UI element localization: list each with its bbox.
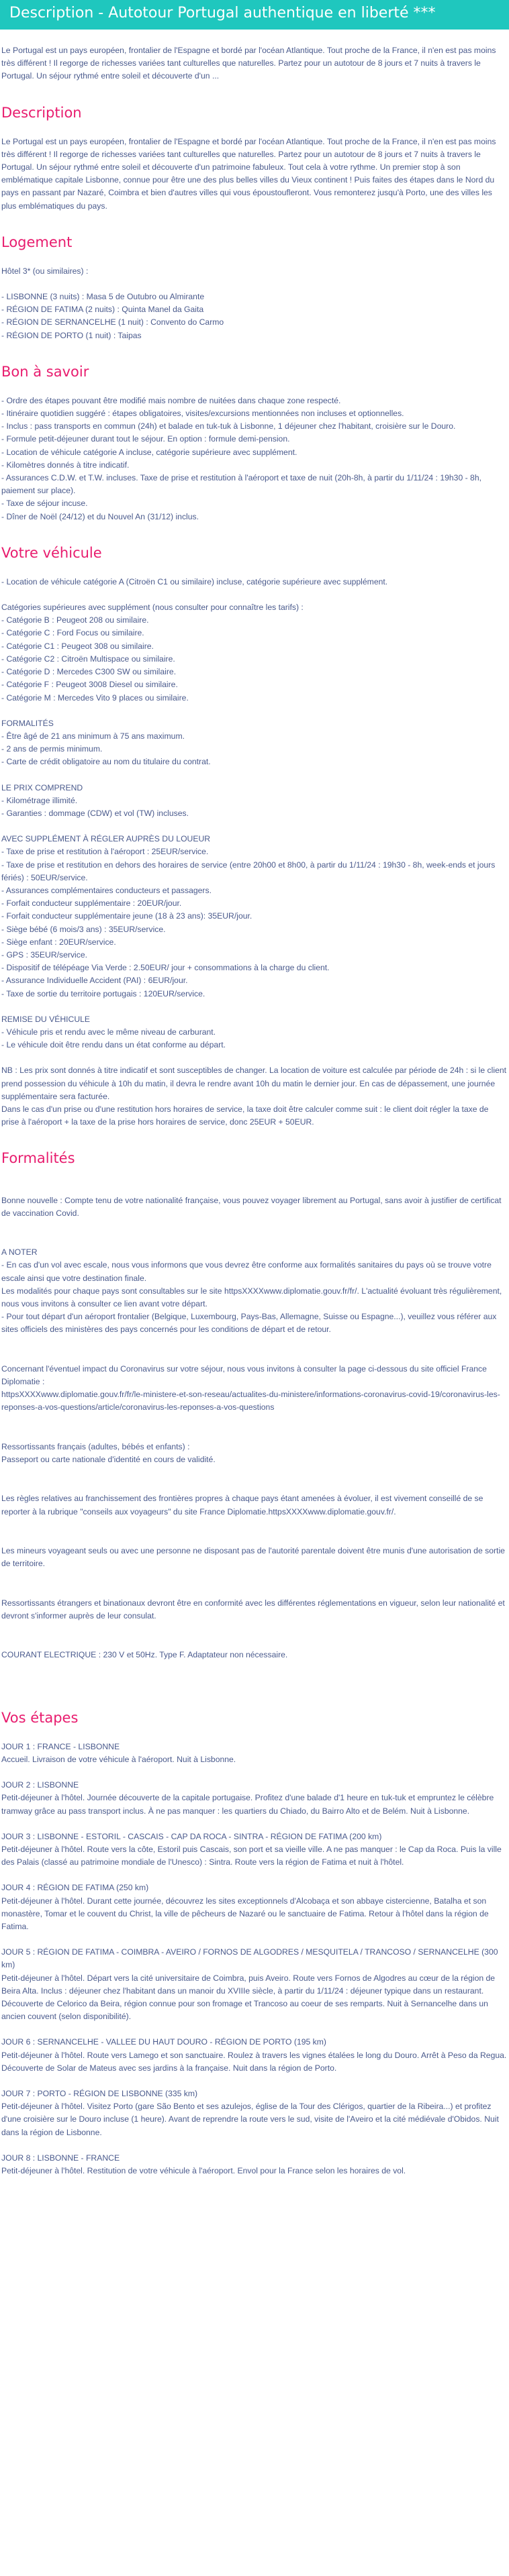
vehicule-formalite: - Carte de crédit obligatoire au nom du titulaire du contrat. — [1, 757, 211, 767]
etape-day-title: JOUR 7 : PORTO - RÉGION DE LISBONNE (335 km) — [1, 2088, 198, 2098]
vehicule-category: - Catégorie C : Ford Focus ou similaire. — [1, 628, 144, 638]
bon-a-savoir-item: - Inclus : pass transports en commun (24h) et balade en tuk-tuk à Lisbonne, 1 déjeuner chez l'habitant, croisière sur le Douro. — [1, 421, 456, 431]
vehicule-supp-item: - Assurance Individuelle Accident (PAI) : 6EUR/jour. — [1, 976, 188, 986]
section-heading-bon-a-savoir: Bon à savoir — [1, 363, 89, 380]
etape-day — [1, 1779, 508, 1818]
etape-day-text: Petit-déjeuner à l'hôtel. Durant cette journée, découvrez les sites exceptionnels d'Alcobaça et son abbaye cistercienne, Batalha et son monastère, Tomar et le couvent du Christ, la ville de pêcheurs de Nazaré ou le sanctuaire de Fatima. Retour à l'hôtel dans la région de Fatima. — [1, 1896, 489, 1931]
etape-day-title: JOUR 2 : LISBONNE — [1, 1780, 79, 1790]
vehicule-supp-item: - Siège bébé (6 mois/3 ans) : 35EUR/service. — [1, 924, 166, 934]
etape-day-title: JOUR 8 : LISBONNE - FRANCE — [1, 2153, 120, 2163]
etape-day-title: JOUR 1 : FRANCE - LISBONNE — [1, 1741, 120, 1751]
etape-day — [1, 2036, 508, 2075]
bon-a-savoir-item: - Assurances C.D.W. et T.W. incluses. Taxe de prise et restitution à l'aéroport et taxe de nuit (20h-8h, à partir du 1/11/24 : 19h30 - 8h, paiement sur place). — [1, 473, 481, 496]
intro-text: Le Portugal est un pays européen, frontalier de l'Espagne et bordé par l'océan Atlantique. Tout proche de la France, il n'en est pas moins très différent ! Il regorge de richesses variées tant culturelles que naturelles. Partez pour un autotour de 8 jours et 7 nuits à travers le Portugal. Un séjour rythmé entre soleil et découverte d'un ... — [1, 46, 496, 81]
description-text: Le Portugal est un pays européen, frontalier de l'Espagne et bordé par l'océan Atlantique. Tout proche de la France, il n'en est pas moins très différent ! Il regorge de richesses variées tant culturelles que naturelles. Partez pour un autotour de 8 jours et 7 nuits à travers le Portugal. Un séjour rythmé entre soleil et découverte d'un patrimoine fabuleux. Tout cela à votre rythme. Un premier stop à son emblématique capitale Lisbonne, connue pour être une des plus belles villes du Vieux continent ! Puis faites des étapes dans le Nord du pays en passant par Nazaré, Coimbra et bien d'autres villes qui vous époustoufleront. Vous remonterez jusqu'à Porto, une des villes les plus emblématiques du pays. — [1, 136, 496, 211]
vehicule-formalites-title: FORMALITÉS — [1, 718, 54, 728]
etape-day-title: JOUR 5 : RÉGION DE FATIMA - COIMBRA - AVEIRO / FORNOS DE ALGODRES / MESQUITELA / TRANCOSO / SERNANCELHE (300 km) — [1, 1947, 498, 1970]
etape-day — [1, 2088, 508, 2139]
vehicule-supp-item: - GPS : 35EUR/service. — [1, 949, 88, 960]
vehicule-prix-item: - Garanties : dommage (CDW) et vol (TW) incluses. — [1, 808, 189, 818]
bon-a-savoir-item: - Ordre des étapes pouvant être modifié mais nombre de nuitées dans chaque zone respecté. — [1, 395, 341, 405]
vehicule-prix-title: LE PRIX COMPREND — [1, 782, 83, 792]
etape-day-title: JOUR 3 : LISBONNE - ESTORIL - CASCAIS - CAP DA ROCA - SINTRA - RÉGION DE FATIMA (200 km) — [1, 1831, 382, 1841]
vehicule-supp-item: - Dispositif de télépéage Via Verde : 2.50EUR/ jour + consommations à la charge du client. — [1, 963, 330, 973]
etape-day-title: JOUR 6 : SERNANCELHE - VALLEE DU HAUT DOURO - RÉGION DE PORTO (195 km) — [1, 2037, 326, 2047]
vehicule-categories-intro: Catégories supérieures avec supplément (nous consulter pour connaître les tarifs) : — [1, 603, 304, 613]
vehicule-supp-title: AVEC SUPPLÉMENT À RÉGLER AUPRÈS DU LOUEUR — [1, 834, 211, 844]
section-heading-etapes: Vos étapes — [1, 1709, 79, 1726]
etape-day-text: Petit-déjeuner à l'hôtel. Visitez Porto (gare São Bento et ses azulejos, église de la Tour des Clérigos, quartier de la Ribeira...) et profitez d'une croisière sur le Douro incluse (1 heure). Avant de reprendre la route vers le sud, visite de l'Aveiro et la cité médiévale d'Obidos. Nuit dans la région de Lisbonne. — [1, 2102, 499, 2137]
etapes-list — [1, 1741, 508, 2177]
vehicule-location: - Location de véhicule catégorie A (Citroën C1 ou similaire) incluse, catégorie supérieure avec supplément. — [1, 576, 388, 586]
page-title: Description - Autotour Portugal authentique en liberté *** — [0, 0, 509, 30]
vehicule-nb: Dans le cas d'un prise ou d'une restitution hors horaires de service, la taxe doit être calculer comme suit : le client doit régler la taxe de prise à l'aéroport + la taxe de la prise hors horaires de service, donc 25EUR + 50EUR. — [1, 1104, 489, 1127]
vehicule-nb: NB : Les prix sont donnés à titre indicatif et sont susceptibles de changer. La location de voiture est calculée par période de 24h : si le client prend possession du véhicule à 10h du matin, il devra le rendre avant 10h du matin le dernier jour. En cas de dépassement, une journée supplémentaire sera facturée. — [1, 1066, 507, 1101]
formalites-paragraph: COURANT ELECTRIQUE : 230 V et 50Hz. Type F. Adaptateur non nécessaire. — [1, 1650, 288, 1660]
vehicule-category: - Catégorie F : Peugeot 3008 Diesel ou similaire. — [1, 680, 178, 690]
logement-intro: Hôtel 3* (ou similaires) : — [1, 266, 89, 276]
formalites-paragraph: Ressortissants français (adultes, bébés et enfants) : Passeport ou carte nationale d'identité en cours de validité. — [1, 1441, 216, 1465]
vehicule-supp-item: - Assurances complémentaires conducteurs et passagers. — [1, 885, 212, 895]
vehicule-supp-item: - Forfait conducteur supplémentaire : 20EUR/jour. — [1, 898, 182, 909]
etape-day-text: Petit-déjeuner à l'hôtel. Route vers Lamego et son sanctuaire. Roulez à travers les vignes étalées le long du Douro. Arrêt à Peso da Regua. Découverte de Solar de Mateus avec ses jardins à la française. Nuit dans la région de Porto. — [1, 2050, 507, 2073]
bon-a-savoir-item: - Taxe de séjour incuse. — [1, 499, 88, 509]
section-heading-description: Description — [1, 104, 82, 121]
bon-a-savoir-item: - Kilomètres donnés à titre indicatif. — [1, 460, 130, 470]
etape-day-text: Petit-déjeuner à l'hôtel. Départ vers la cité universitaire de Coimbra, puis Aveiro. Route vers Fornos de Algodres au cœur de la région de Beira Alta. Inclus : déjeuner chez l'habitant dans un manoir du XVIIIe siècle, à partir du 1/11/24 : déjeuner typique dans un restaurant. Découverte de Celorico da Beira, région connue pour son fromage et Trancoso au coeur de ses remparts. Nuit à Sernancelhe dans un ancien couvent (selon disponibilité). — [1, 1973, 496, 2022]
vehicule-formalite: - Être âgé de 21 ans minimum à 75 ans maximum. — [1, 731, 185, 741]
vehicule-supp-item: - Forfait conducteur supplémentaire jeune (18 à 23 ans): 35EUR/jour. — [1, 911, 252, 921]
etape-day-text: Petit-déjeuner à l'hôtel. Route vers la côte, Estoril puis Cascais, son port et sa vieille ville. A ne pas manquer : le Cap da Roca. Puis la ville des Palais (classé au patrimoine mondiale de l'Unesco) : Sintra. Route vers la région de Fatima et nuit à l'hôtel. — [1, 1844, 502, 1867]
vehicule-supp-item: - Taxe de prise et restitution à l'aéroport : 25EUR/service. — [1, 847, 209, 857]
vehicule-formalite: - 2 ans de permis minimum. — [1, 744, 103, 754]
vehicule-category: - Catégorie D : Mercedes C300 SW ou similaire. — [1, 667, 177, 677]
vehicule-remise-item: - Véhicule pris et rendu avec le même niveau de carburant. — [1, 1027, 216, 1037]
logement-item: - LISBONNE (3 nuits) : Masa 5 de Outubro ou Almirante — [1, 292, 205, 302]
vehicule-supp-item: - Taxe de sortie du territoire portugais : 120EUR/service. — [1, 988, 205, 998]
formalites-paragraph: Concernant l'éventuel impact du Coronavirus sur votre séjour, nous vous invitons à consulter la page ci-dessous du site officiel France Diplomatie : httpsXXXXwww.diplomatie.gouv.fr/fr/le-ministere-et-son-reseau/actualites-du-ministere/informations-coronavirus-covid-19/coronavirus-les-reponses-a-vos-questions/article/coronavirus-les-reponses-a-vos-questions — [1, 1363, 500, 1412]
bon-a-savoir-item: - Dîner de Noël (24/12) et du Nouvel An (31/12) inclus. — [1, 511, 199, 521]
etape-day — [1, 1946, 508, 2023]
etape-day-text: Petit-déjeuner à l'hôtel. Restitution de votre véhicule à l'aéroport. Envol pour la France selon les horaires de vol. — [1, 2165, 406, 2175]
formalites-block — [1, 1181, 508, 1688]
logement-item: - RÉGION DE PORTO (1 nuit) : Taipas — [1, 330, 142, 340]
bon-a-savoir-item: - Itinéraire quotidien suggéré : étapes obligatoires, visites/excursions mentionnées non incluses et optionnelles. — [1, 409, 404, 419]
bon-a-savoir-list — [1, 395, 508, 523]
bon-a-savoir-item: - Location de véhicule catégorie A incluse, catégorie supérieure avec supplément. — [1, 447, 297, 457]
vehicule-supp-item: - Taxe de prise et restitution en dehors des horaires de service (entre 20h00 et 8h00, à partir du 1/11/24 : 19h30 - 8h, week-ends et jours fériés) : 50EUR/service. — [1, 860, 496, 882]
content — [0, 44, 509, 2177]
vehicule-remise-item: - Le véhicule doit être rendu dans un état conforme au départ. — [1, 1040, 226, 1050]
etape-day-text: Accueil. Livraison de votre véhicule à l'aéroport. Nuit à Lisbonne. — [1, 1754, 236, 1764]
etape-day — [1, 2152, 508, 2177]
vehicule-remise-title: REMISE DU VÉHICULE — [1, 1014, 91, 1024]
vehicule-category: - Catégorie C2 : Citroën Multispace ou similaire. — [1, 654, 175, 664]
bon-a-savoir-item: - Formule petit-déjeuner durant tout le séjour. En option : formule demi-pension. — [1, 434, 290, 444]
vehicule-category: - Catégorie B : Peugeot 208 ou similaire. — [1, 615, 149, 625]
etape-day — [1, 1882, 508, 1933]
etape-day — [1, 1741, 508, 1766]
formalites-paragraph: Les mineurs voyageant seuls ou avec une personne ne disposant pas de l'autorité parentale doivent être munis d'une autorisation de sortie de territoire. — [1, 1546, 505, 1569]
section-heading-vehicule: Votre véhicule — [1, 544, 102, 561]
vehicule-prix-item: - Kilométrage illimité. — [1, 795, 78, 805]
vehicule-supp-item: - Siège enfant : 20EUR/service. — [1, 937, 116, 947]
logement-item: - RÉGION DE FATIMA (2 nuits) : Quinta Manel da Gaita — [1, 305, 204, 315]
formalites-paragraph: A NOTER - En cas d'un vol avec escale, nous vous informons que vous devrez être conforme aux formalités sanitaires du pays où se trouve votre escale ainsi que votre destination finale. Les modalités pour chaque pays sont consultables sur le site httpsXXXXwww.diplomatie.gouv.fr/fr/. L'actualité évoluant très régulièrement, nous vous invitons à consulter ce lien avant votre départ. - Pour tout départ d'un aéroport frontalier (Belgique, Luxembourg, Pays-Bas, Allemagne, Suisse ou Espagne...), veuillez vous référer aux sites officiels des ministères des pays concernés pour les conditions de départ et de retour. — [1, 1247, 502, 1335]
vehicule-block — [1, 576, 508, 1129]
vehicule-category: - Catégorie M : Mercedes Vito 9 places ou similaire. — [1, 692, 189, 703]
logement-block — [1, 265, 508, 342]
vehicule-category: - Catégorie C1 : Peugeot 308 ou similaire. — [1, 641, 154, 651]
formalites-paragraph: Les règles relatives au franchissement des frontières propres à chaque pays étant amenées à évoluer, il est vivement conseillé de se reporter à la rubrique "conseils aux voyageurs" du site France Diplomatie.httpsXXXXwww.diplomatie.gouv.fr/. — [1, 1494, 483, 1516]
etape-day-text: Petit-déjeuner à l'hôtel. Journée découverte de la capitale portugaise. Profitez d'une balade d'1 heure en tuk-tuk et empruntez le célèbre tramway grâce au pass transport inclus. À ne pas manquer : les quartiers du Chiado, du Bairro Alto et de Belém. Nuit à Lisbonne. — [1, 1793, 494, 1816]
etape-day — [1, 1831, 508, 1869]
etape-day-title: JOUR 4 : RÉGION DE FATIMA (250 km) — [1, 1883, 149, 1893]
logement-item: - RÉGION DE SERNANCELHE (1 nuit) : Convento do Carmo — [1, 317, 224, 327]
section-heading-logement: Logement — [1, 234, 73, 250]
formalites-paragraph: Ressortissants étrangers et binationaux devront être en conformité avec les différentes réglementations en vigueur, selon leur nationalité et devront s'informer auprès de leur consulat. — [1, 1598, 505, 1620]
formalites-paragraph: Bonne nouvelle : Compte tenu de votre nationalité française, vous pouvez voyager librement au Portugal, sans avoir à justifier de certificat de vaccination Covid. — [1, 1195, 502, 1218]
section-heading-formalites: Formalités — [1, 1150, 75, 1167]
